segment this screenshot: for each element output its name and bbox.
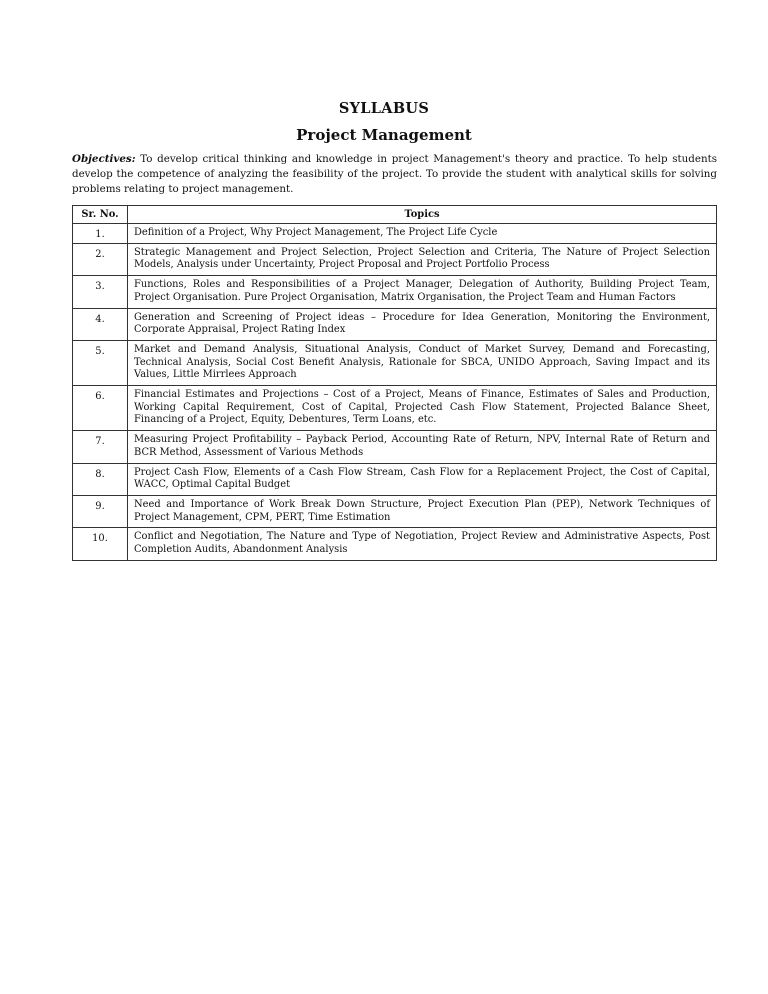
table-row xyxy=(73,528,717,560)
row-number: 6. xyxy=(73,386,128,431)
table-row xyxy=(73,243,717,275)
row-topics: Strategic Management and Project Selection, Project Selection and Criteria, The Nature of Project Selection Models, Analysis under Uncertainty, Project Proposal and Project Portfolio Process xyxy=(128,243,717,275)
row-topics: Definition of a Project, Why Project Management, The Project Life Cycle xyxy=(128,224,717,244)
table-header-row xyxy=(73,206,717,224)
row-number: 4. xyxy=(73,308,128,340)
row-topics: Financial Estimates and Projections – Cost of a Project, Means of Finance, Estimates of Sales and Production, Working Capital Requirement, Cost of Capital, Projected Cash Flow Statement, Projected Balance Sheet, Financing of a Project, Equity, Debentures, Term Loans, etc. xyxy=(128,386,717,431)
row-number: 5. xyxy=(73,340,128,385)
table-row xyxy=(73,463,717,495)
row-number: 2. xyxy=(73,243,128,275)
objectives-paragraph xyxy=(72,152,717,197)
row-topics: Functions, Roles and Responsibilities of a Project Manager, Delegation of Authority, Building Project Team, Project Organisation. Pure Project Organisation, Matrix Organisation, the Project Team and Human Factors xyxy=(128,276,717,308)
row-number: 8. xyxy=(73,463,128,495)
objectives-label: Objectives: xyxy=(72,153,136,165)
header-sr-no: Sr. No. xyxy=(73,206,128,224)
table-row xyxy=(73,431,717,463)
syllabus-heading: SYLLABUS xyxy=(338,100,430,117)
row-topics: Project Cash Flow, Elements of a Cash Flow Stream, Cash Flow for a Replacement Project, the Cost of Capital, WACC, Optimal Capital Budget xyxy=(128,463,717,495)
row-number: 9. xyxy=(73,495,128,527)
header-topics: Topics xyxy=(128,206,717,224)
row-number: 1. xyxy=(73,224,128,244)
objectives-text: To develop critical thinking and knowledge in project Management's theory and practice. To help students develop the competence of analyzing the feasibility of the project. To provide the student with analytical skills for solving problems relating to project management. xyxy=(72,153,717,195)
table-row xyxy=(73,224,717,244)
syllabus-table xyxy=(72,205,717,561)
table-row xyxy=(73,495,717,527)
row-topics: Conflict and Negotiation, The Nature and Type of Negotiation, Project Review and Administrative Aspects, Post Completion Audits, Abandonment Analysis xyxy=(128,528,717,560)
subject-title: Project Management xyxy=(296,126,472,144)
row-topics: Measuring Project Profitability – Payback Period, Accounting Rate of Return, NPV, Internal Rate of Return and BCR Method, Assessment of Various Methods xyxy=(128,431,717,463)
row-topics: Market and Demand Analysis, Situational Analysis, Conduct of Market Survey, Demand and Forecasting, Technical Analysis, Social Cost Benefit Analysis, Rationale for SBCA, UNIDO Approach, Saving Impact and its Values, Little Mirrlees Approach xyxy=(128,340,717,385)
row-number: 7. xyxy=(73,431,128,463)
table-row xyxy=(73,386,717,431)
table-row xyxy=(73,340,717,385)
row-number: 3. xyxy=(73,276,128,308)
row-topics: Generation and Screening of Project ideas – Procedure for Idea Generation, Monitoring the Environment, Corporate Appraisal, Project Rating Index xyxy=(128,308,717,340)
row-topics: Need and Importance of Work Break Down Structure, Project Execution Plan (PEP), Network Techniques of Project Management, CPM, PERT, Time Estimation xyxy=(128,495,717,527)
row-number: 10. xyxy=(73,528,128,560)
table-row xyxy=(73,308,717,340)
table-row xyxy=(73,276,717,308)
